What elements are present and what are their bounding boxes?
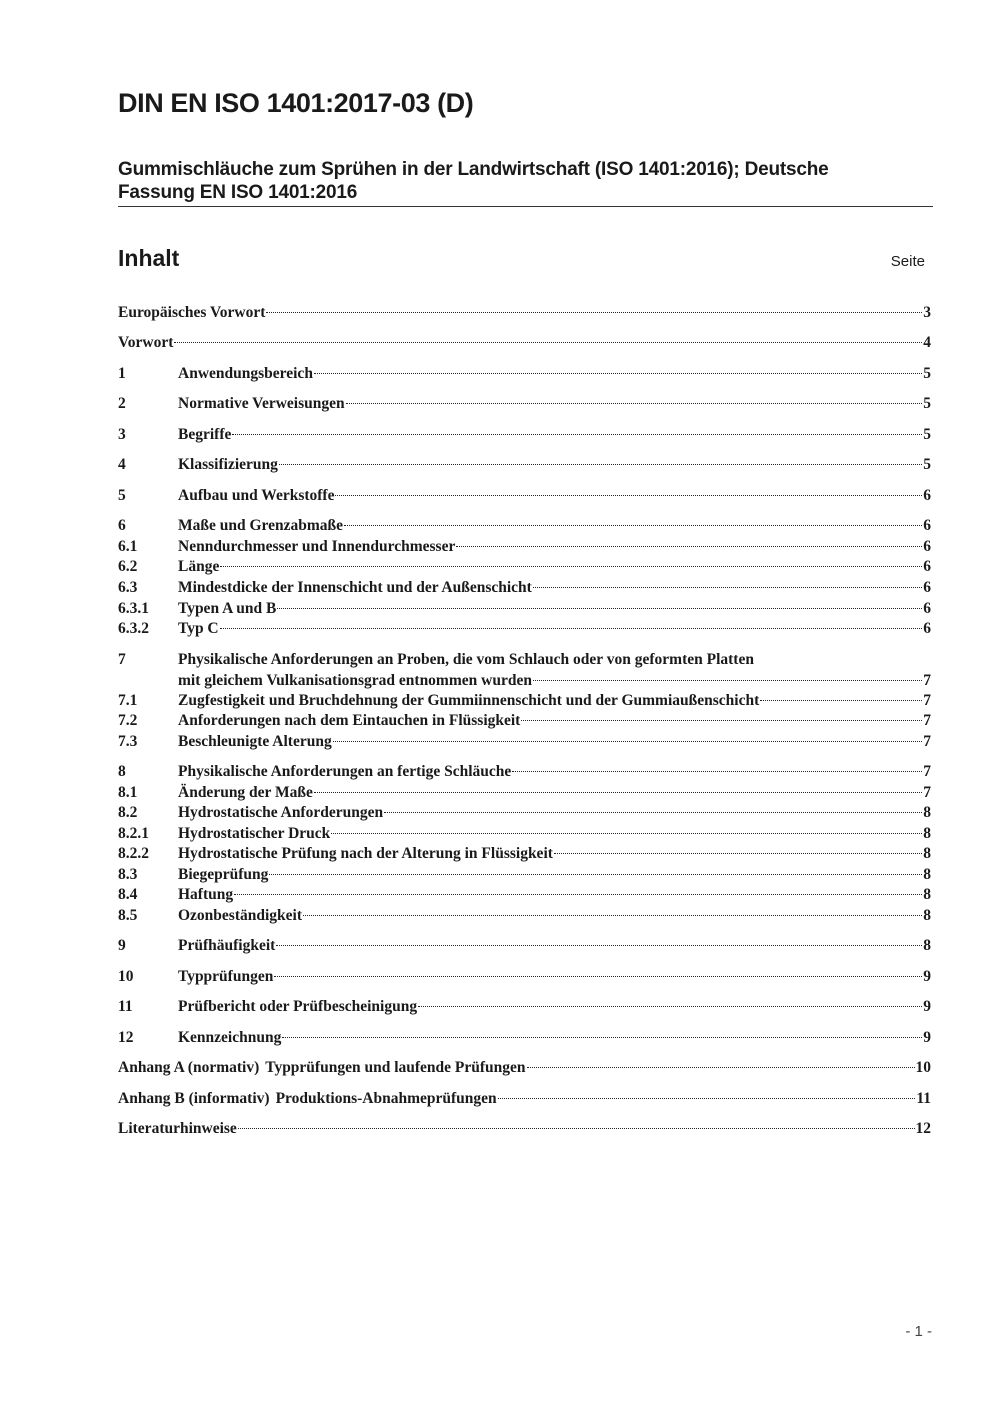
toc-entry-title <box>178 485 334 506</box>
dot-leader <box>346 403 923 404</box>
toc-entry-number: 7 <box>118 651 126 668</box>
toc-entry-number: 6.1 <box>118 538 138 555</box>
toc-entry-page: 7 <box>923 733 931 750</box>
toc-entry-title-text: Änderung der Maße <box>178 784 313 801</box>
toc-entry[interactable] <box>118 1057 931 1078</box>
toc-entry-page: 8 <box>923 804 931 821</box>
toc-entry-title <box>178 690 759 711</box>
dot-leader <box>333 741 923 742</box>
dot-leader <box>314 792 922 793</box>
toc-entry-title-text: Haftung <box>178 886 234 903</box>
toc-entry-title <box>118 302 265 323</box>
toc-entry[interactable] <box>118 332 931 353</box>
toc-entry-title <box>118 1088 497 1109</box>
toc-entry[interactable] <box>118 1118 931 1139</box>
dot-leader <box>498 1098 916 1099</box>
toc-entry[interactable] <box>118 556 931 577</box>
toc-entry-title-text: Mindestdicke der Innenschicht und der Außenschicht <box>178 579 532 596</box>
toc-entry-page: 12 <box>915 1120 931 1137</box>
toc-entry-title <box>178 731 332 752</box>
dot-leader <box>533 587 922 588</box>
dot-leader <box>269 874 922 875</box>
toc-entry[interactable] <box>118 905 931 926</box>
toc-page-column-label: Seite <box>890 253 925 270</box>
dot-leader <box>456 546 922 547</box>
dot-leader <box>512 771 922 772</box>
toc-entry-page: 5 <box>923 426 931 443</box>
toc-entry-page: 8 <box>923 907 931 924</box>
toc-entry-title <box>178 864 268 885</box>
dot-leader <box>760 700 922 701</box>
toc-entry-title-text: Hydrostatische Anforderungen <box>178 804 384 821</box>
document-subtitle <box>118 158 933 207</box>
toc-entry[interactable] <box>118 424 931 445</box>
toc-entry-number: 8 <box>118 763 126 780</box>
toc-entry-title-text: Literaturhinweise <box>118 1120 237 1137</box>
toc-entry-title <box>178 393 345 414</box>
toc-entry-page: 11 <box>916 1090 931 1107</box>
toc-entry-number: 8.4 <box>118 886 138 903</box>
toc-entry[interactable] <box>118 363 931 384</box>
toc-entry[interactable] <box>118 843 931 864</box>
toc-entry-title <box>178 1027 281 1048</box>
dot-leader <box>279 464 922 465</box>
toc-heading: Inhalt <box>118 245 180 271</box>
annex-label: Anhang B (informativ) <box>118 1090 270 1107</box>
toc-entry-title-text: Prüfbericht oder Prüfbescheinigung <box>178 998 418 1015</box>
dot-leader <box>238 1128 915 1129</box>
toc-entry-title <box>178 454 278 475</box>
toc-entry-page: 6 <box>923 538 931 555</box>
toc-entry-title-text: Maße und Grenzabmaße <box>178 517 344 534</box>
toc-entry-title-text: Hydrostatische Prüfung nach der Alterung in Flüssigkeit <box>178 845 553 862</box>
toc-entry-title-text: Biegeprüfung <box>178 866 269 883</box>
toc-entry-title-text: Länge <box>178 558 220 575</box>
toc-entry[interactable] <box>118 670 931 691</box>
toc-entry-number: 11 <box>118 998 133 1015</box>
toc-entry-title-text: Normative Verweisungen <box>178 395 345 412</box>
toc-entry-number: 7.3 <box>118 733 138 750</box>
toc-entry-title <box>178 966 273 987</box>
toc-entry-title-text: Produktions-Abnahmeprüfungen <box>275 1090 497 1107</box>
toc-entry-page: 8 <box>923 845 931 862</box>
toc-entry-title-text: Typen A und B <box>178 600 277 617</box>
toc-entry-page: 7 <box>923 784 931 801</box>
dot-leader <box>282 1037 922 1038</box>
toc-entry-title-text: Prüfhäufigkeit <box>178 937 276 954</box>
dot-leader <box>554 853 922 854</box>
toc-entry[interactable] <box>118 823 931 844</box>
dot-leader <box>533 680 922 681</box>
toc-entry-number: 6 <box>118 517 126 534</box>
toc-entry-title <box>178 884 233 905</box>
toc-entry-title-line: Physikalische Anforderungen an Proben, die vom Schlauch oder von geformten Platten <box>178 651 754 668</box>
toc-entry[interactable] <box>118 802 931 823</box>
toc-entry[interactable] <box>118 393 931 414</box>
toc-entry[interactable] <box>118 1027 931 1048</box>
subtitle-line-1: Gummischläuche zum Sprühen in der Landwirtschaft (ISO 1401:2016); Deutsche <box>118 159 829 180</box>
toc-entry-number: 9 <box>118 937 126 954</box>
toc-entry[interactable] <box>118 618 931 639</box>
toc-entry-number: 5 <box>118 487 126 504</box>
toc-entry-page: 7 <box>923 692 931 709</box>
toc-entry-title-text: Physikalische Anforderungen an fertige Schläuche <box>178 763 512 780</box>
toc-entry-page: 10 <box>915 1059 931 1076</box>
document-id: DIN EN ISO 1401:2017-03 (D) <box>118 88 474 118</box>
toc-entry-title <box>178 996 417 1017</box>
toc-entry-number: 8.2 <box>118 804 138 821</box>
toc-entry-title-text: Europäisches Vorwort <box>118 304 266 321</box>
toc-entry-title <box>178 905 302 926</box>
toc-entry-title <box>178 935 275 956</box>
toc-entry-title-text: Anforderungen nach dem Eintauchen in Flüssigkeit <box>178 712 521 729</box>
toc-entry-title <box>118 332 173 353</box>
toc-entry-page: 6 <box>923 579 931 596</box>
toc-entry[interactable] <box>118 731 931 752</box>
dot-leader <box>277 608 922 609</box>
toc-entry-page: 7 <box>923 672 931 689</box>
dot-leader <box>344 525 922 526</box>
toc-entry-page: 4 <box>923 334 931 351</box>
toc-entry[interactable] <box>118 761 931 782</box>
toc-entry-number: 10 <box>118 968 134 985</box>
toc-entry[interactable] <box>118 996 931 1017</box>
toc-entry-page: 5 <box>923 456 931 473</box>
dot-leader <box>331 833 922 834</box>
toc-entry-title <box>178 802 383 823</box>
toc-entry-page: 5 <box>923 395 931 412</box>
toc-entry-number: 1 <box>118 365 126 382</box>
toc-entry-title-text: Kennzeichnung <box>178 1029 282 1046</box>
toc-entry-title-text: mit gleichem Vulkanisationsgrad entnommen wurden <box>178 672 532 689</box>
toc-entry-number: 8.1 <box>118 784 138 801</box>
toc-entry[interactable] <box>118 536 931 557</box>
toc-entry-number: 7.1 <box>118 692 138 709</box>
toc-entry-title <box>178 577 532 598</box>
toc-entry-title <box>178 670 532 691</box>
toc-entry[interactable] <box>118 864 931 885</box>
toc-entry-number: 8.2.2 <box>118 845 149 862</box>
toc-entry[interactable] <box>118 1088 931 1109</box>
toc-entry-page: 8 <box>923 825 931 842</box>
dot-leader <box>418 1006 922 1007</box>
dot-leader <box>234 894 922 895</box>
toc-entry-title <box>178 556 219 577</box>
toc-entry-number: 6.2 <box>118 558 138 575</box>
annex-label: Anhang A (normativ) <box>118 1059 260 1076</box>
toc-entry-title <box>178 363 313 384</box>
toc-entry-title-text: Ozonbeständigkeit <box>178 907 303 924</box>
toc-entry-page: 8 <box>923 866 931 883</box>
toc-entry-title-text: Typ C <box>178 620 219 637</box>
toc-entry-number: 6.3.2 <box>118 620 149 637</box>
toc-entry-number: 7.2 <box>118 712 138 729</box>
toc-entry-page: 6 <box>923 558 931 575</box>
toc-entry-title-text: Aufbau und Werkstoffe <box>178 487 335 504</box>
toc-entry[interactable] <box>118 935 931 956</box>
toc-entry-page: 7 <box>923 763 931 780</box>
toc-entry-page: 9 <box>923 968 931 985</box>
toc-entry-title-text: Zugfestigkeit und Bruchdehnung der Gummiinnenschicht und der Gummiaußenschicht <box>178 692 760 709</box>
subtitle-line-2: Fassung EN ISO 1401:2016 <box>118 182 358 203</box>
toc-entry-page: 6 <box>923 517 931 534</box>
toc-entry[interactable] <box>118 710 931 731</box>
toc-entry[interactable] <box>118 598 931 619</box>
toc-entry[interactable] <box>118 966 931 987</box>
toc-entry-title <box>118 1057 526 1078</box>
dot-leader <box>521 720 922 721</box>
dot-leader <box>220 566 922 567</box>
toc-entry-title <box>178 823 330 844</box>
toc-entry-title-text: Beschleunigte Alterung <box>178 733 332 750</box>
toc-entry-number: 8.5 <box>118 907 138 924</box>
dot-leader <box>303 915 922 916</box>
toc-entry-title-text: Typprüfungen und laufende Prüfungen <box>265 1059 526 1076</box>
toc-entry-title <box>178 424 231 445</box>
toc-entry[interactable] <box>118 782 931 803</box>
toc-entry-page: 6 <box>923 620 931 637</box>
toc-entry-page: 6 <box>923 600 931 617</box>
toc-entry-title <box>178 710 520 731</box>
dot-leader <box>220 628 923 629</box>
toc-entry-title-text: Klassifizierung <box>178 456 278 473</box>
toc-entry-number: 2 <box>118 395 126 412</box>
toc-entry-page: 5 <box>923 365 931 382</box>
toc-entry-page: 9 <box>923 1029 931 1046</box>
toc-entry[interactable] <box>118 515 931 536</box>
toc-entry-title-text: Nenndurchmesser und Innendurchmesser <box>178 538 456 555</box>
toc-entry[interactable] <box>118 485 931 506</box>
toc-entry-number: 4 <box>118 456 126 473</box>
dot-leader <box>174 342 922 343</box>
toc-entry-title-text: Begriffe <box>178 426 232 443</box>
toc-entry[interactable] <box>118 302 931 323</box>
toc-entry-page: 7 <box>923 712 931 729</box>
toc-entry-title <box>178 618 219 639</box>
toc-entry-page: 8 <box>923 937 931 954</box>
toc-entry-number: 6.3 <box>118 579 138 596</box>
dot-leader <box>232 434 922 435</box>
toc-entry-title-text: Vorwort <box>118 334 174 351</box>
toc-entry-title <box>178 515 343 536</box>
toc-entry-page: 8 <box>923 886 931 903</box>
dot-leader <box>266 312 922 313</box>
toc-entry-number: 6.3.1 <box>118 600 149 617</box>
dot-leader <box>276 945 922 946</box>
toc-entry-title <box>118 1118 237 1139</box>
toc-entry-page: 9 <box>923 998 931 1015</box>
toc-entry[interactable] <box>118 690 931 711</box>
dot-leader <box>274 976 922 977</box>
toc-entry-title <box>178 843 553 864</box>
toc-entry[interactable] <box>118 454 931 475</box>
toc-entry-number: 8.3 <box>118 866 138 883</box>
toc-entry-title <box>178 782 313 803</box>
toc-entry-number: 3 <box>118 426 126 443</box>
dot-leader <box>335 495 922 496</box>
toc-entry-number: 12 <box>118 1029 134 1046</box>
dot-leader <box>384 812 922 813</box>
toc-entry-title-text: Anwendungsbereich <box>178 365 313 382</box>
toc-entry[interactable] <box>118 577 931 598</box>
toc-entry-title-text: Typprüfungen <box>178 968 274 985</box>
toc-entry-page: 6 <box>923 487 931 504</box>
toc-entry-title-text: Hydrostatischer Druck <box>178 825 331 842</box>
dot-leader <box>527 1067 915 1068</box>
toc-entry-page: 3 <box>923 304 931 321</box>
toc-entry-title <box>178 761 511 782</box>
toc-entry-title <box>178 536 455 557</box>
toc-entry[interactable] <box>118 884 931 905</box>
toc-entry-number: 8.2.1 <box>118 825 149 842</box>
toc-entry-title <box>178 598 276 619</box>
dot-leader <box>314 373 922 374</box>
page-number: - 1 - <box>905 1323 932 1340</box>
